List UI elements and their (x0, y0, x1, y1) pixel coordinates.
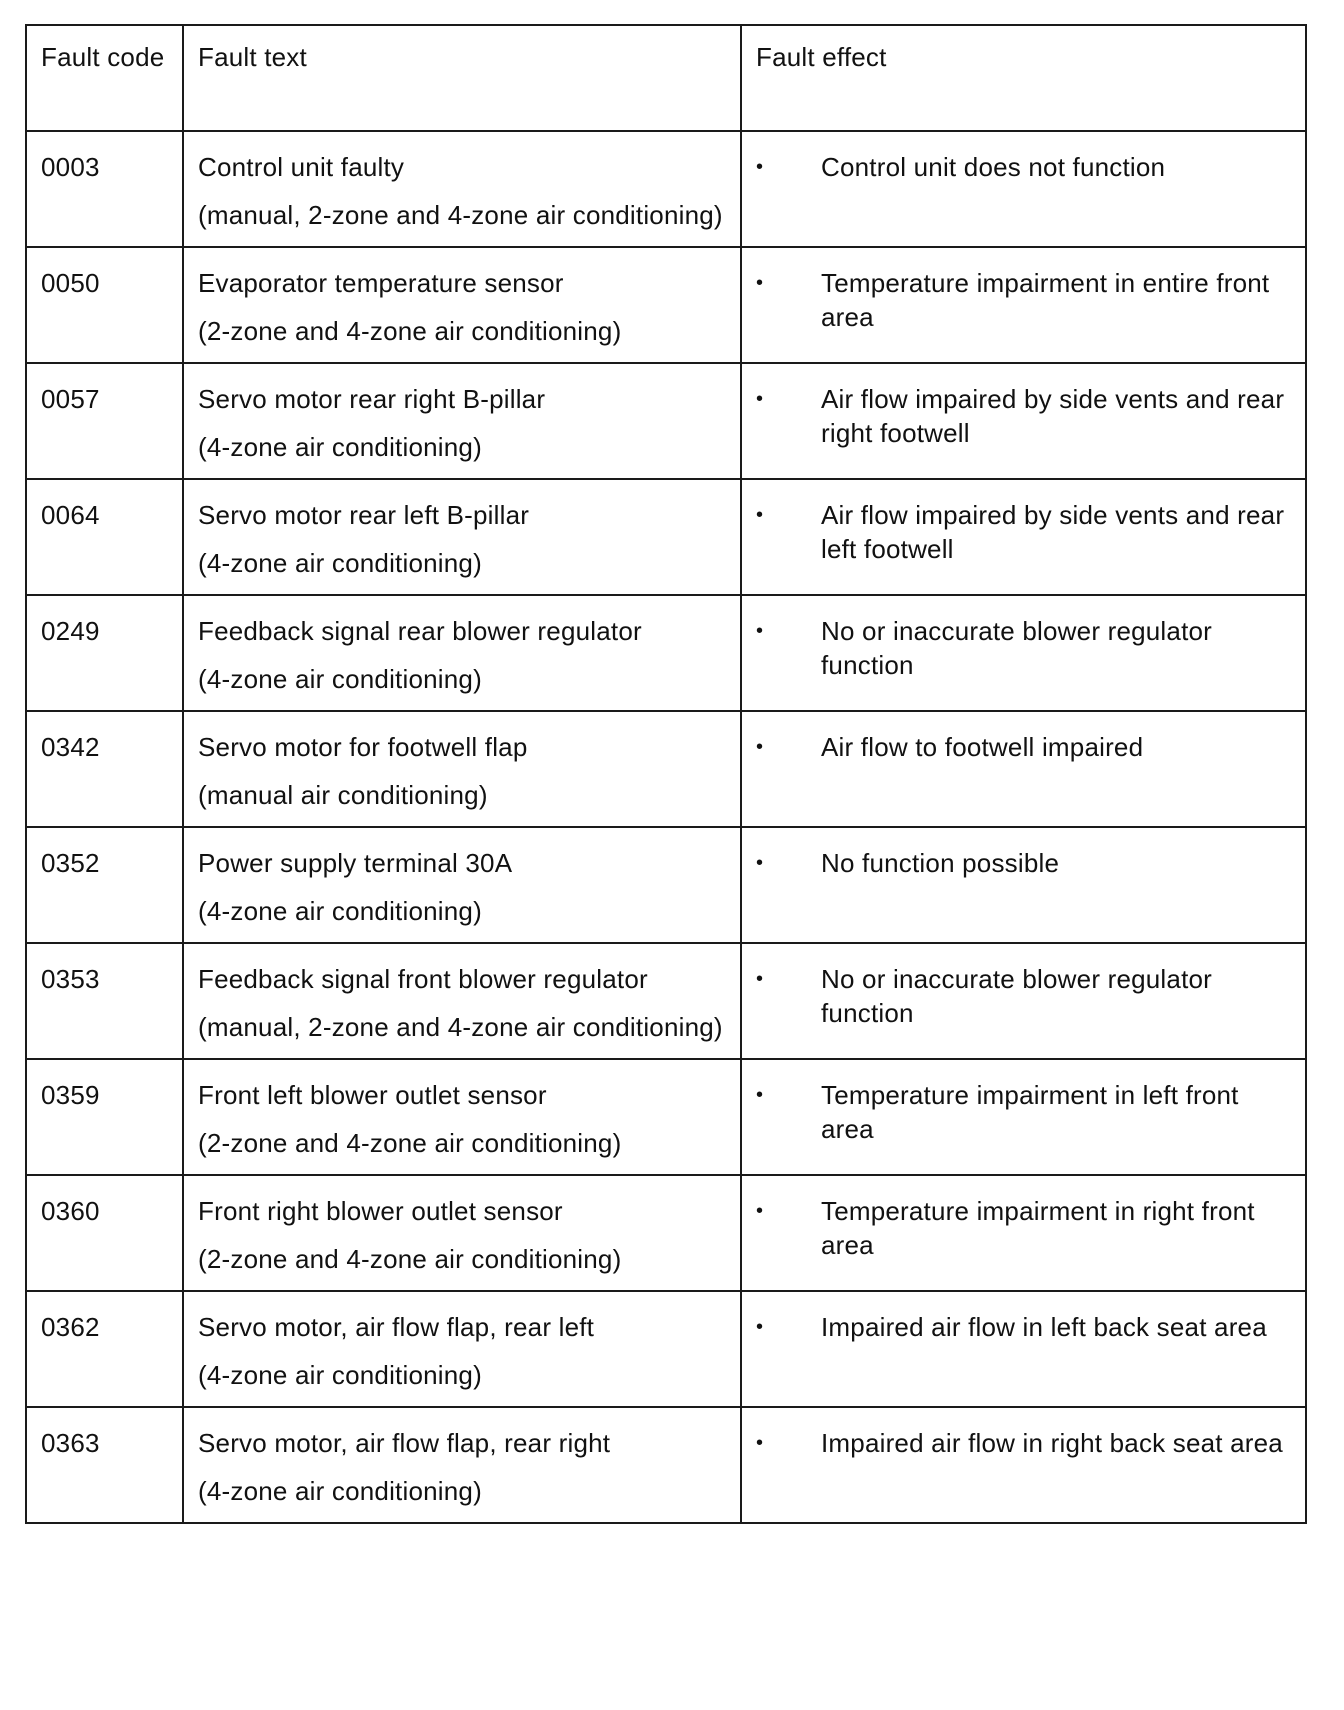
bullet-icon: • (756, 504, 764, 526)
fault-text-cell (183, 131, 741, 247)
fault-title: Servo motor, air flow flap, rear right (198, 1428, 611, 1458)
fault-code-cell (26, 1407, 183, 1523)
bullet-icon: • (756, 620, 764, 642)
fault-effect: No function possible (821, 848, 1060, 878)
fault-text-cell (183, 1175, 741, 1291)
fault-effect-cell (741, 479, 1306, 595)
bullet-icon: • (756, 968, 764, 990)
bullet-icon: • (756, 1316, 764, 1338)
table-header (26, 25, 1306, 131)
fault-code: 0363 (41, 1428, 100, 1458)
fault-code-cell (26, 943, 183, 1059)
fault-code: 0352 (41, 848, 100, 878)
fault-effect-item (756, 498, 1291, 566)
fault-code-cell (26, 1059, 183, 1175)
bullet-icon: • (756, 852, 764, 874)
fault-effect-cell (741, 131, 1306, 247)
fault-code-cell (26, 711, 183, 827)
header-fault-text: Fault text (183, 25, 741, 131)
fault-effect: No or inaccurate blower regulator function (821, 964, 1213, 1028)
fault-effect: Impaired air flow in left back seat area (821, 1312, 1267, 1342)
table-row (26, 1291, 1306, 1407)
fault-effect: Temperature impairment in entire front area (821, 268, 1270, 332)
fault-effect-cell (741, 247, 1306, 363)
fault-effect-item (756, 846, 1291, 880)
fault-title: Feedback signal rear blower regulator (198, 616, 642, 646)
fault-title: Control unit faulty (198, 152, 405, 182)
fault-effect-item (756, 1078, 1291, 1146)
fault-scope: (4-zone air conditioning) (198, 548, 482, 578)
fault-scope: (manual, 2-zone and 4-zone air conditioning) (198, 200, 723, 230)
fault-code: 0003 (41, 152, 100, 182)
fault-effect-item (756, 1194, 1291, 1262)
fault-effect-item (756, 730, 1291, 764)
header-row (26, 25, 1306, 131)
bullet-icon: • (756, 272, 764, 294)
bullet-icon: • (756, 736, 764, 758)
fault-scope: (4-zone air conditioning) (198, 664, 482, 694)
table-row (26, 131, 1306, 247)
fault-title: Servo motor, air flow flap, rear left (198, 1312, 595, 1342)
fault-text-cell (183, 1407, 741, 1523)
fault-code: 0064 (41, 500, 100, 530)
fault-code: 0057 (41, 384, 100, 414)
fault-effect-item (756, 1310, 1291, 1344)
table-row (26, 479, 1306, 595)
fault-code: 0249 (41, 616, 100, 646)
table-body (26, 131, 1306, 1523)
header-fault-code: Fault code (26, 25, 183, 131)
fault-scope: (2-zone and 4-zone air conditioning) (198, 1128, 622, 1158)
fault-text-cell (183, 1291, 741, 1407)
fault-scope: (2-zone and 4-zone air conditioning) (198, 316, 622, 346)
fault-scope: (4-zone air conditioning) (198, 896, 482, 926)
fault-title: Power supply terminal 30A (198, 848, 513, 878)
fault-text-cell (183, 711, 741, 827)
fault-code: 0362 (41, 1312, 100, 1342)
fault-code-cell (26, 1291, 183, 1407)
fault-effect-item (756, 382, 1291, 450)
fault-code-table-container (25, 24, 1305, 1524)
table-row (26, 711, 1306, 827)
fault-title: Servo motor rear left B-pillar (198, 500, 530, 530)
fault-scope: (4-zone air conditioning) (198, 1360, 482, 1390)
fault-code-cell (26, 247, 183, 363)
fault-code-cell (26, 827, 183, 943)
table-row (26, 827, 1306, 943)
fault-text-cell (183, 943, 741, 1059)
table-row (26, 247, 1306, 363)
fault-code-cell (26, 479, 183, 595)
table-row (26, 1407, 1306, 1523)
header-fault-effect: Fault effect (741, 25, 1306, 131)
fault-effect-item (756, 614, 1291, 682)
fault-effect-cell (741, 943, 1306, 1059)
fault-text-cell (183, 363, 741, 479)
fault-code-cell (26, 363, 183, 479)
fault-title: Feedback signal front blower regulator (198, 964, 648, 994)
fault-scope: (4-zone air conditioning) (198, 1476, 482, 1506)
fault-effect-item (756, 962, 1291, 1030)
fault-scope: (4-zone air conditioning) (198, 432, 482, 462)
fault-code-cell (26, 1175, 183, 1291)
fault-text-cell (183, 595, 741, 711)
fault-effect: Air flow to footwell impaired (821, 732, 1144, 762)
fault-effect: Control unit does not function (821, 152, 1166, 182)
fault-effect-cell (741, 1059, 1306, 1175)
fault-title: Front left blower outlet sensor (198, 1080, 547, 1110)
fault-effect: Air flow impaired by side vents and rear right footwell (821, 384, 1285, 448)
fault-title: Servo motor for footwell flap (198, 732, 528, 762)
fault-code-table (25, 24, 1307, 1524)
fault-effect-cell (741, 711, 1306, 827)
fault-effect-cell (741, 1175, 1306, 1291)
fault-code-cell (26, 131, 183, 247)
fault-effect: Temperature impairment in left front area (821, 1080, 1239, 1144)
bullet-icon: • (756, 1432, 764, 1454)
fault-effect: Impaired air flow in right back seat area (821, 1428, 1283, 1458)
fault-text-cell (183, 827, 741, 943)
fault-effect-cell (741, 827, 1306, 943)
fault-code-cell (26, 595, 183, 711)
table-row (26, 1059, 1306, 1175)
fault-scope: (manual, 2-zone and 4-zone air conditioning) (198, 1012, 723, 1042)
fault-title: Evaporator temperature sensor (198, 268, 564, 298)
fault-effect: Air flow impaired by side vents and rear left footwell (821, 500, 1285, 564)
fault-text-cell (183, 247, 741, 363)
fault-effect-cell (741, 1407, 1306, 1523)
bullet-icon: • (756, 1200, 764, 1222)
bullet-icon: • (756, 156, 764, 178)
table-row (26, 1175, 1306, 1291)
bullet-icon: • (756, 1084, 764, 1106)
fault-title: Servo motor rear right B-pillar (198, 384, 546, 414)
fault-code: 0050 (41, 268, 100, 298)
fault-code: 0360 (41, 1196, 100, 1226)
fault-effect-cell (741, 363, 1306, 479)
fault-effect-cell (741, 595, 1306, 711)
fault-effect-item (756, 150, 1291, 184)
fault-scope: (2-zone and 4-zone air conditioning) (198, 1244, 622, 1274)
fault-effect-item (756, 266, 1291, 334)
fault-effect: Temperature impairment in right front area (821, 1196, 1255, 1260)
fault-code: 0359 (41, 1080, 100, 1110)
fault-code: 0353 (41, 964, 100, 994)
fault-code: 0342 (41, 732, 100, 762)
fault-text-cell (183, 479, 741, 595)
table-row (26, 363, 1306, 479)
fault-effect: No or inaccurate blower regulator function (821, 616, 1213, 680)
fault-scope: (manual air conditioning) (198, 780, 488, 810)
table-row (26, 943, 1306, 1059)
fault-text-cell (183, 1059, 741, 1175)
fault-effect-item (756, 1426, 1291, 1460)
bullet-icon: • (756, 388, 764, 410)
fault-effect-cell (741, 1291, 1306, 1407)
table-row (26, 595, 1306, 711)
fault-title: Front right blower outlet sensor (198, 1196, 563, 1226)
